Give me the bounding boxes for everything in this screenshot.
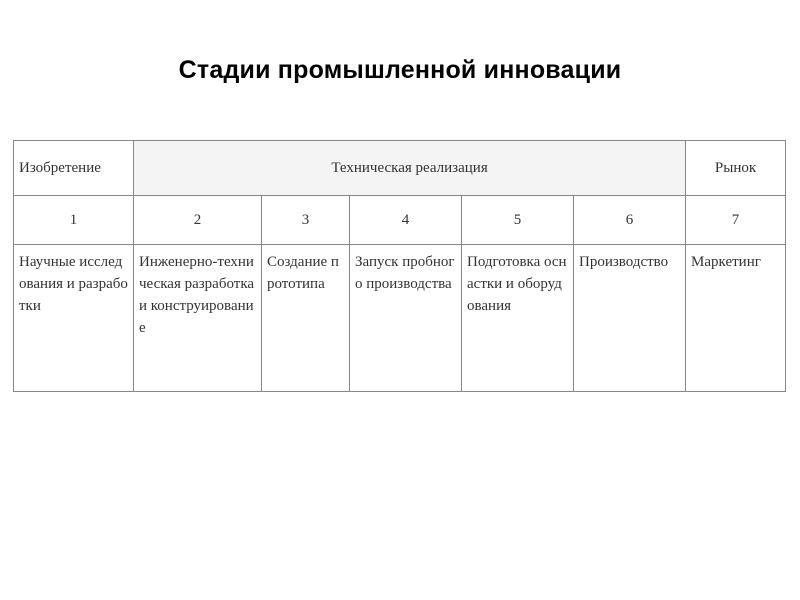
stage-description: Производство bbox=[574, 245, 686, 392]
stage-description: Подготовка оснастки и оборудования bbox=[462, 245, 574, 392]
header-row bbox=[14, 141, 786, 196]
stage-number: 7 bbox=[686, 196, 786, 245]
header-technical-realization: Техническая реализация bbox=[134, 141, 686, 196]
header-invention: Изобретение bbox=[14, 141, 134, 196]
number-row bbox=[14, 196, 786, 245]
stage-description: Научные исследования и разработки bbox=[14, 245, 134, 392]
stage-number: 3 bbox=[262, 196, 350, 245]
stage-number: 5 bbox=[462, 196, 574, 245]
page-title: Стадии промышленной инновации bbox=[178, 56, 622, 84]
stage-number: 4 bbox=[350, 196, 462, 245]
stage-number: 2 bbox=[134, 196, 262, 245]
stage-number: 6 bbox=[574, 196, 686, 245]
stage-description: Создание прототипа bbox=[262, 245, 350, 392]
stage-description: Запуск пробного производства bbox=[350, 245, 462, 392]
header-market: Рынок bbox=[686, 141, 786, 196]
stage-description: Инженерно-техническая разработка и конструирование bbox=[134, 245, 262, 392]
stage-description: Маркетинг bbox=[686, 245, 786, 392]
stage-number: 1 bbox=[14, 196, 134, 245]
stage-description-row bbox=[14, 245, 786, 392]
innovation-stages-table bbox=[13, 140, 786, 392]
